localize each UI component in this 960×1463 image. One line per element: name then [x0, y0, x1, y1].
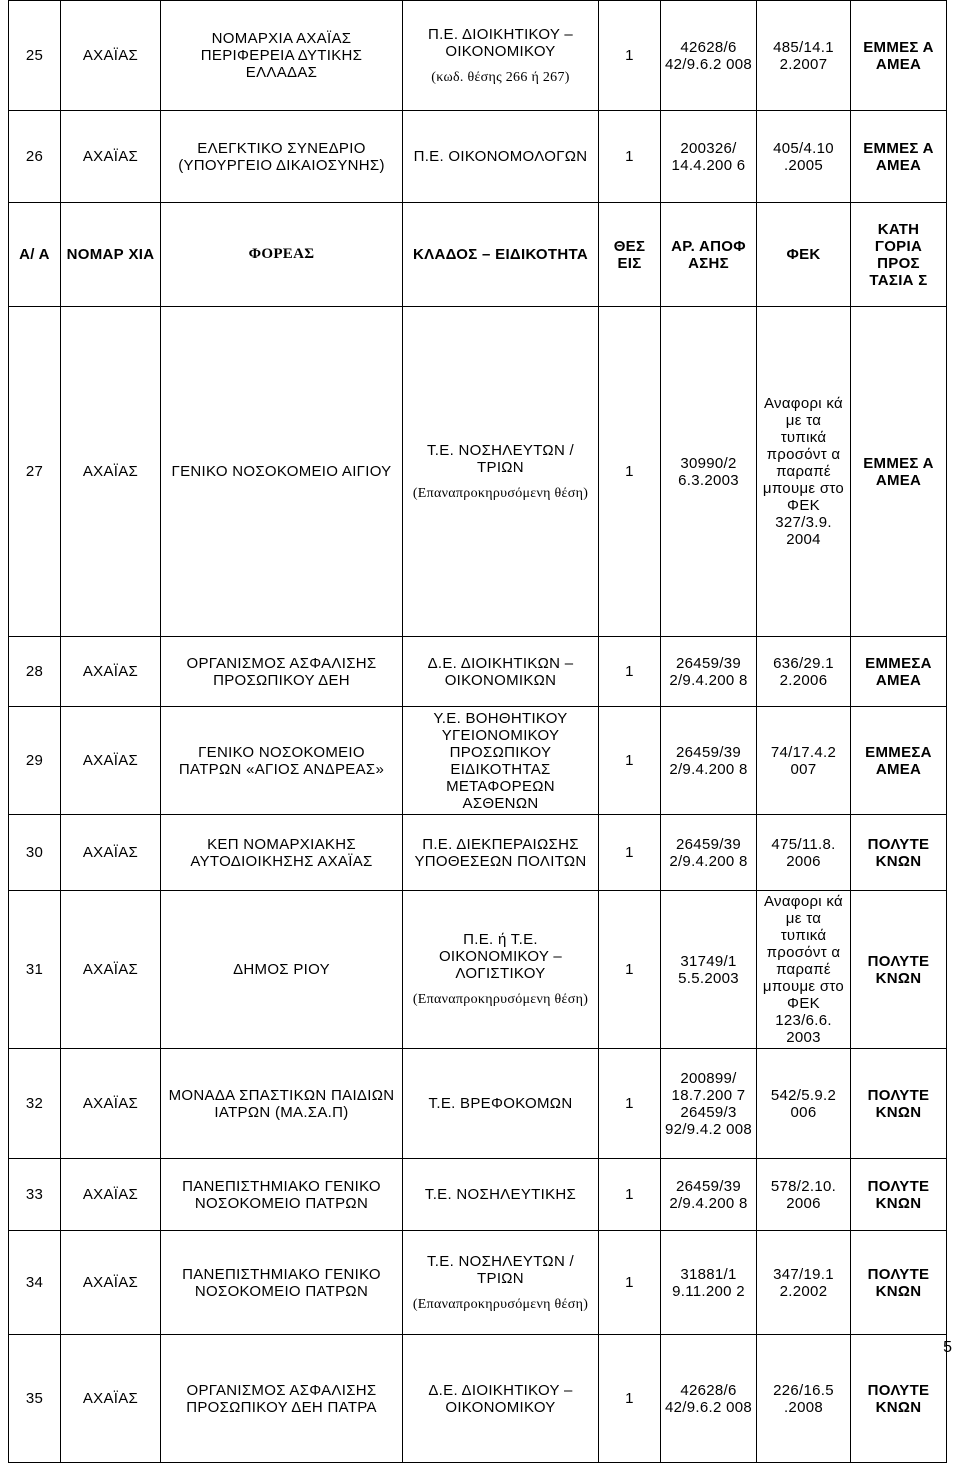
table-row: [9, 307, 947, 637]
klados-label: Τ.Ε. ΝΟΣΗΛΕΥΤΩΝ / ΤΡΙΩΝ: [426, 1252, 575, 1287]
row-aa: 32: [9, 1049, 61, 1159]
row-fek: 578/2.10. 2006: [757, 1159, 851, 1231]
row-katigoria: ΠΟΛΥΤΕ ΚΝΩΝ: [851, 1159, 947, 1231]
klados-label: Π.Ε. ΟΙΚΟΝΟΜΟΛΟΓΩΝ: [413, 148, 588, 165]
row-klados: [403, 815, 599, 891]
table-row: [9, 1335, 947, 1463]
row-theseis: 1: [599, 1231, 661, 1335]
klados-note: (Επαναπροκηρυσόμενη θέση): [412, 992, 589, 1007]
klados-label: Π.Ε. ΔΙΕΚΠΕΡΑΙΩΣΗΣ ΥΠΟΘΕΣΕΩΝ ΠΟΛΙΤΩΝ: [414, 835, 587, 870]
row-aa: 30: [9, 815, 61, 891]
row-katigoria: ΕΜΜΕΣ Α ΑΜΕΑ: [851, 1, 947, 111]
row-theseis: 1: [599, 815, 661, 891]
row-nomarxia: ΑΧΑΪΑΣ: [61, 111, 161, 203]
row-aa: 26: [9, 111, 61, 203]
row-theseis: 1: [599, 707, 661, 815]
klados-label: Τ.Ε. ΝΟΣΗΛΕΥΤΙΚΗΣ: [424, 1186, 577, 1203]
row-aa: 25: [9, 1, 61, 111]
row-foreas: ΠΑΝΕΠΙΣΤΗΜΙΑΚΟ ΓΕΝΙΚΟ ΝΟΣΟΚΟΜΕΙΟ ΠΑΤΡΩΝ: [161, 1159, 403, 1231]
row-theseis: 1: [599, 111, 661, 203]
row-foreas: ΜΟΝΑΔΑ ΣΠΑΣΤΙΚΩΝ ΠΑΙΔΙΩΝ ΙΑΤΡΩΝ (ΜΑ.ΣΑ.Π): [161, 1049, 403, 1159]
row-klados: [403, 307, 599, 637]
row-klados: [403, 707, 599, 815]
row-klados: [403, 637, 599, 707]
row-apofasi: 26459/39 2/9.4.200 8: [661, 707, 757, 815]
header-nomarxia: ΝΟΜΑΡ ΧΙΑ: [61, 203, 161, 307]
row-theseis: 1: [599, 307, 661, 637]
row-foreas: ΓΕΝΙΚΟ ΝΟΣΟΚΟΜΕΙΟ ΠΑΤΡΩΝ «ΑΓΙΟΣ ΑΝΔΡΕΑΣ»: [161, 707, 403, 815]
row-katigoria: ΕΜΜΕΣ Α ΑΜΕΑ: [851, 111, 947, 203]
row-nomarxia: ΑΧΑΪΑΣ: [61, 1231, 161, 1335]
row-fek: 405/4.10 .2005: [757, 111, 851, 203]
row-theseis: 1: [599, 1159, 661, 1231]
row-nomarxia: ΑΧΑΪΑΣ: [61, 307, 161, 637]
row-apofasi: 31881/1 9.11.200 2: [661, 1231, 757, 1335]
row-nomarxia: ΑΧΑΪΑΣ: [61, 891, 161, 1049]
row-klados: [403, 1335, 599, 1463]
header-theseis: ΘΕΣ ΕΙΣ: [599, 203, 661, 307]
row-aa: 33: [9, 1159, 61, 1231]
klados-note: (Επαναπροκηρυσόμενη θέση): [412, 485, 589, 501]
row-klados: [403, 1049, 599, 1159]
row-apofasi: 30990/2 6.3.2003: [661, 307, 757, 637]
klados-label: Π.Ε. ΔΙΟΙΚΗΤΙΚΟΥ – ΟΙΚΟΝΟΜΙΚΟΥ: [427, 25, 574, 60]
row-aa: 27: [9, 307, 61, 637]
table-row: [9, 707, 947, 815]
row-fek: 542/5.9.2 006: [757, 1049, 851, 1159]
row-katigoria: ΠΟΛΥΤΕ ΚΝΩΝ: [851, 1231, 947, 1335]
table-row: [9, 111, 947, 203]
klados-label: Υ.Ε. ΒΟΗΘΗΤΙΚΟΥ ΥΓΕΙΟΝΟΜΙΚΟΥ ΠΡΟΣΩΠΙΚΟΥ ΕΙΔΙΚΟΤΗΤΑΣ ΜΕΤΑΦΟΡΕΩΝ ΑΣΘΕΝΩΝ: [433, 709, 568, 812]
row-fek: 226/16.5 .2008: [757, 1335, 851, 1463]
row-katigoria: ΕΜΜΕΣ Α ΑΜΕΑ: [851, 307, 947, 637]
row-katigoria: ΠΟΛΥΤΕ ΚΝΩΝ: [851, 891, 947, 1049]
row-katigoria: ΠΟΛΥΤΕ ΚΝΩΝ: [851, 1335, 947, 1463]
row-aa: 31: [9, 891, 61, 1049]
row-klados: [403, 1159, 599, 1231]
row-foreas: ΚΕΠ ΝΟΜΑΡΧΙΑΚΗΣ ΑΥΤΟΔΙΟΙΚΗΣΗΣ ΑΧΑΪΑΣ: [161, 815, 403, 891]
row-klados: [403, 111, 599, 203]
row-fek: 485/14.1 2.2007: [757, 1, 851, 111]
row-nomarxia: ΑΧΑΪΑΣ: [61, 637, 161, 707]
row-fek: 636/29.1 2.2006: [757, 637, 851, 707]
row-foreas: ΓΕΝΙΚΟ ΝΟΣΟΚΟΜΕΙΟ ΑΙΓΙΟΥ: [161, 307, 403, 637]
header-apofasi: ΑΡ. ΑΠΟΦ ΑΣΗΣ: [661, 203, 757, 307]
klados-note: (Επαναπροκηρυσόμενη θέση): [412, 1296, 589, 1312]
row-fek: 74/17.4.2 007: [757, 707, 851, 815]
row-nomarxia: ΑΧΑΪΑΣ: [61, 1, 161, 111]
row-foreas: ΕΛΕΓΚΤΙΚΟ ΣΥΝΕΔΡΙΟ (ΥΠΟΥΡΓΕΙΟ ΔΙΚΑΙΟΣΥΝΗΣ): [161, 111, 403, 203]
row-nomarxia: ΑΧΑΪΑΣ: [61, 707, 161, 815]
table-row: [9, 1, 947, 111]
header-klados: ΚΛΑΔΟΣ – ΕΙΔΙΚΟΤΗΤΑ: [403, 203, 599, 307]
row-theseis: 1: [599, 1049, 661, 1159]
table-row: [9, 1159, 947, 1231]
row-apofasi: 200899/ 18.7.200 7 26459/3 92/9.4.2 008: [661, 1049, 757, 1159]
klados-label: Δ.Ε. ΔΙΟΙΚΗΤΙΚΟΥ – ΟΙΚΟΝΟΜΙΚΟΥ: [428, 1381, 573, 1416]
klados-label: Τ.Ε. ΝΟΣΗΛΕΥΤΩΝ / ΤΡΙΩΝ: [426, 441, 575, 476]
row-fek: 475/11.8. 2006: [757, 815, 851, 891]
row-apofasi: 31749/1 5.5.2003: [661, 891, 757, 1049]
table-row: [9, 1231, 947, 1335]
klados-note: (κωδ. θέσης 266 ή 267): [431, 69, 570, 85]
table-row: [9, 637, 947, 707]
header-fek: ΦΕΚ: [757, 203, 851, 307]
row-foreas: ΟΡΓΑΝΙΣΜΟΣ ΑΣΦΑΛΙΣΗΣ ΠΡΟΣΩΠΙΚΟΥ ΔΕΗ: [161, 637, 403, 707]
row-foreas: ΝΟΜΑΡΧΙΑ ΑΧΑΪΑΣ ΠΕΡΙΦΕΡΕΙΑ ΔΥΤΙΚΗΣ ΕΛΛΑΔΑΣ: [161, 1, 403, 111]
table-header-row: [9, 203, 947, 307]
row-aa: 28: [9, 637, 61, 707]
positions-table: [8, 0, 947, 1463]
klados-label: Δ.Ε. ΔΙΟΙΚΗΤΙΚΩΝ – ΟΙΚΟΝΟΜΙΚΩΝ: [427, 654, 574, 689]
row-foreas: ΟΡΓΑΝΙΣΜΟΣ ΑΣΦΑΛΙΣΗΣ ΠΡΟΣΩΠΙΚΟΥ ΔΕΗ ΠΑΤΡΑ: [161, 1335, 403, 1463]
row-apofasi: 42628/6 42/9.6.2 008: [661, 1, 757, 111]
row-foreas: ΠΑΝΕΠΙΣΤΗΜΙΑΚΟ ΓΕΝΙΚΟ ΝΟΣΟΚΟΜΕΙΟ ΠΑΤΡΩΝ: [161, 1231, 403, 1335]
row-theseis: 1: [599, 1335, 661, 1463]
table-row: [9, 815, 947, 891]
klados-label: Τ.Ε. ΒΡΕΦΟΚΟΜΩΝ: [428, 1095, 573, 1112]
row-theseis: 1: [599, 637, 661, 707]
row-katigoria: ΕΜΜΕΣΑ ΑΜΕΑ: [851, 707, 947, 815]
row-theseis: 1: [599, 891, 661, 1049]
header-aa: Α/ Α: [9, 203, 61, 307]
row-katigoria: ΠΟΛΥΤΕ ΚΝΩΝ: [851, 815, 947, 891]
row-klados: [403, 1, 599, 111]
row-nomarxia: ΑΧΑΪΑΣ: [61, 1049, 161, 1159]
row-apofasi: 42628/6 42/9.6.2 008: [661, 1335, 757, 1463]
row-aa: 34: [9, 1231, 61, 1335]
klados-label: Π.Ε. ή Τ.Ε. ΟΙΚΟΝΟΜΙΚΟΥ – ΛΟΓΙΣΤΙΚΟΥ: [438, 931, 563, 982]
row-theseis: 1: [599, 1, 661, 111]
row-klados: [403, 1231, 599, 1335]
row-apofasi: 26459/39 2/9.4.200 8: [661, 815, 757, 891]
row-apofasi: 26459/39 2/9.4.200 8: [661, 1159, 757, 1231]
row-fek: Αναφορι κά με τα τυπικά προσόντ α παραπέ μπουμε στο ΦΕΚ 123/6.6. 2003: [757, 891, 851, 1049]
row-aa: 29: [9, 707, 61, 815]
row-fek: Αναφορι κά με τα τυπικά προσόντ α παραπέ μπουμε στο ΦΕΚ 327/3.9. 2004: [757, 307, 851, 637]
row-katigoria: ΠΟΛΥΤΕ ΚΝΩΝ: [851, 1049, 947, 1159]
row-apofasi: 26459/39 2/9.4.200 8: [661, 637, 757, 707]
header-katigoria: ΚΑΤΗ ΓΟΡΙΑ ΠΡΟΣ ΤΑΣΙΑ Σ: [851, 203, 947, 307]
table-row: [9, 1049, 947, 1159]
row-nomarxia: ΑΧΑΪΑΣ: [61, 815, 161, 891]
row-fek: 347/19.1 2.2002: [757, 1231, 851, 1335]
row-aa: 35: [9, 1335, 61, 1463]
row-klados: [403, 891, 599, 1049]
row-nomarxia: ΑΧΑΪΑΣ: [61, 1335, 161, 1463]
row-foreas: ΔΗΜΟΣ ΡΙΟΥ: [161, 891, 403, 1049]
page-number: 5: [943, 1339, 952, 1356]
header-foreas: ΦΟΡΕΑΣ: [161, 203, 403, 307]
table-row: [9, 891, 947, 1049]
row-apofasi: 200326/ 14.4.200 6: [661, 111, 757, 203]
row-nomarxia: ΑΧΑΪΑΣ: [61, 1159, 161, 1231]
row-katigoria: ΕΜΜΕΣΑ ΑΜΕΑ: [851, 637, 947, 707]
